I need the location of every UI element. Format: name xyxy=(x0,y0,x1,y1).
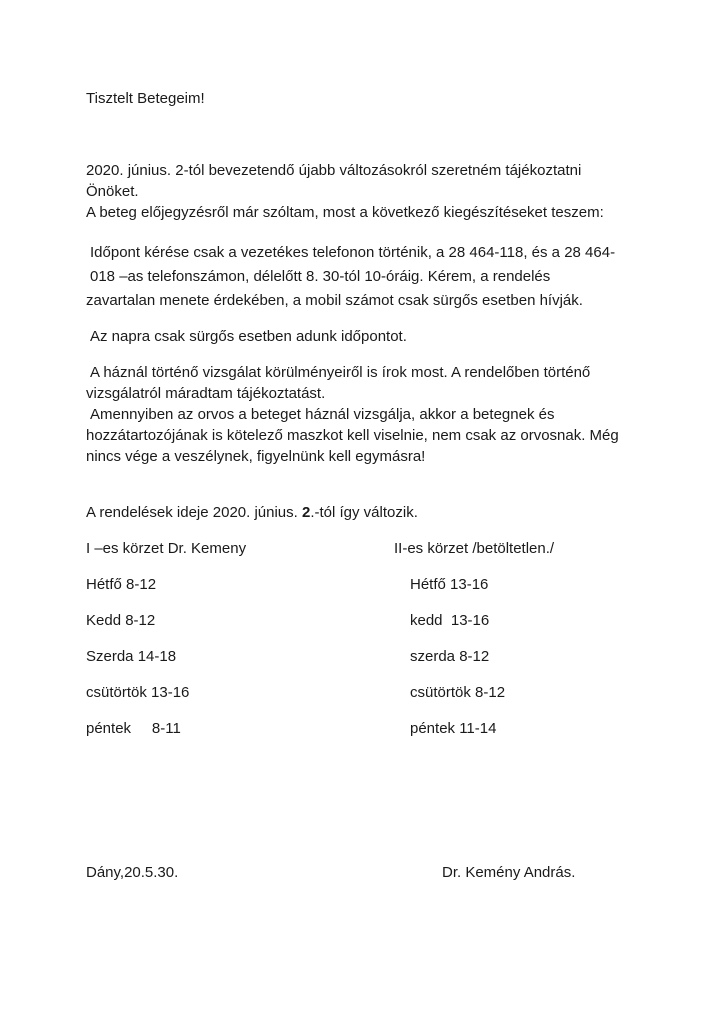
schedule-intro-prefix: A rendelések ideje 2020. június. xyxy=(86,504,302,521)
schedule-intro xyxy=(86,502,418,524)
district-right-day: péntek 11-14 xyxy=(410,720,497,737)
appointment-line: Időpont kérése csak a vezetékes telefonon történik, a 28 464-118, és a 28 464- xyxy=(90,244,616,261)
schedule-intro-bold: 2 xyxy=(301,504,311,521)
home-visit-line: Amennyiben az orvos a beteget háznál vizsgálja, akkor a betegnek és xyxy=(90,406,555,423)
district-left-day: csütörtök 13-16 xyxy=(86,684,190,701)
home-visit-line: vizsgálatról máradtam tájékoztatást. xyxy=(86,385,326,402)
signature: Dr. Kemény András. xyxy=(442,864,576,881)
district-right-day: szerda 8-12 xyxy=(410,648,490,665)
district-right-title: II-es körzet /betöltetlen./ xyxy=(394,540,555,557)
appointment-line: 018 –as telefonszámon, délelőtt 8. 30-tól 10-óráig. Kérem, a rendelés xyxy=(90,268,551,285)
district-right-day: Hétfő 13-16 xyxy=(410,576,489,593)
district-left-title: I –es körzet Dr. Kemeny xyxy=(86,540,247,557)
greeting: Tisztelt Betegeim! xyxy=(86,90,205,107)
home-visit-line: hozzátartozójának is kötelező maszkot kell viselnie, nem csak az orvosnak. Még xyxy=(86,427,619,444)
place-date: Dány,20.5.30. xyxy=(86,864,179,881)
district-left-day: Kedd 8-12 xyxy=(86,612,156,629)
intro-line: 2020. június. 2-tól bevezetendő újabb változásokról szeretném tájékoztatni xyxy=(86,162,582,179)
district-left-day: péntek 8-11 xyxy=(86,720,181,737)
district-right-day: csütörtök 8-12 xyxy=(410,684,506,701)
intro-line: A beteg előjegyzésről már szóltam, most a következő kiegészítéseket teszem: xyxy=(86,204,604,221)
same-day-note: Az napra csak sürgős esetben adunk időpontot. xyxy=(90,328,407,345)
intro-line: Önöket. xyxy=(86,183,139,200)
appointment-line: zavartalan menete érdekében, a mobil számot csak sürgős esetben hívják. xyxy=(86,292,583,309)
home-visit-line: nincs vége a veszélynek, figyelnünk kell egymásra! xyxy=(86,448,426,465)
district-left-day: Szerda 14-18 xyxy=(86,648,177,665)
schedule-intro-suffix: .-tól így változik. xyxy=(310,504,418,521)
district-left-day: Hétfő 8-12 xyxy=(86,576,157,593)
district-right-day: kedd 13-16 xyxy=(410,612,490,629)
home-visit-line: A háznál történő vizsgálat körülményeiről is írok most. A rendelőben történő xyxy=(90,364,591,381)
